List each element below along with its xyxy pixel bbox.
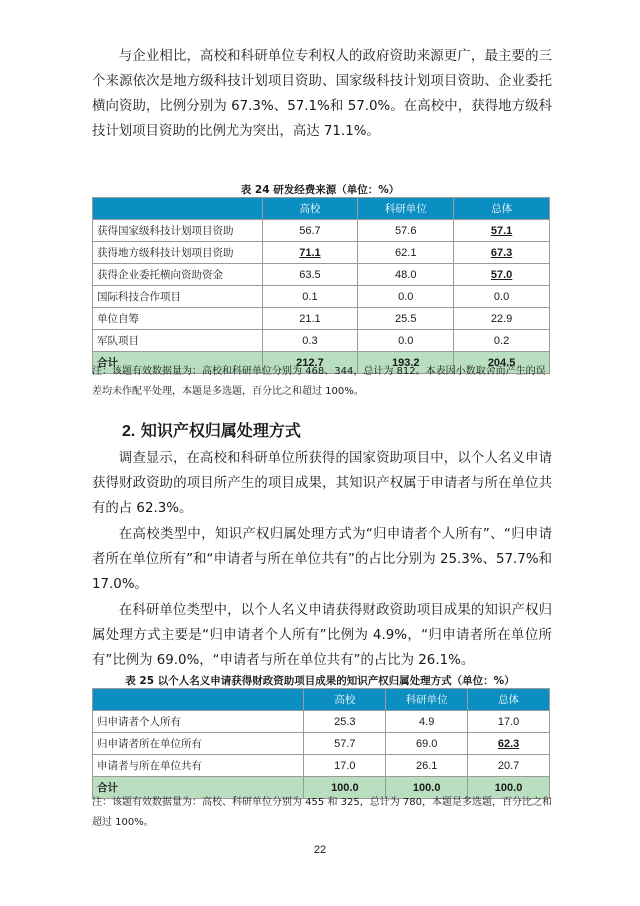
table25-header-institute: 科研单位 [386, 689, 468, 711]
total-university: 212.7 [262, 352, 358, 374]
table25-header-empty [93, 689, 304, 711]
page-number: 22 [313, 844, 327, 856]
row-label: 归申请者个人所有 [93, 711, 304, 733]
table24-header-overall: 总体 [454, 198, 550, 220]
cell-overall: 22.9 [454, 308, 550, 330]
table24 [92, 197, 550, 374]
row-label: 军队项目 [93, 330, 263, 352]
row-label: 国际科技合作项目 [93, 286, 263, 308]
table-row [93, 308, 550, 330]
table-row [93, 220, 550, 242]
paragraph-university-text: 在高校类型中，知识产权归属处理方式为“归申请者个人所有”、“归申请者所在单位所有”和“申请者与所在单位共有”的占比分别为 25.3%、57.7%和 17.0%。 [92, 527, 552, 592]
cell-institute: 0.0 [358, 330, 454, 352]
row-label: 获得企业委托横向资助资金 [93, 264, 263, 286]
paragraph-institute-text: 在科研单位类型中，以个人名义申请获得财政资助项目成果的知识产权归属处理方式主要是“归申请者个人所有”比例为 4.9%，“归申请者所在单位所有”比例为 69.0%，“申请者与所在单位共有”的占比为 26.1%。 [92, 603, 552, 668]
cell-institute: 26.1 [386, 755, 468, 777]
table-row [93, 755, 550, 777]
table25-header-overall: 总体 [468, 689, 550, 711]
section-heading [122, 418, 301, 441]
cell-institute: 0.0 [358, 286, 454, 308]
total-label: 合计 [93, 352, 263, 374]
table24-header-row [93, 198, 550, 220]
table25 [92, 688, 550, 799]
row-label: 获得国家级科技计划项目资助 [93, 220, 263, 242]
intro-paragraph-text: 与企业相比，高校和科研单位专利权人的政府资助来源更广，最主要的三个来源依次是地方级科技计划项目资助、国家级科技计划项目资助、企业委托横向资助，比例分别为 67.3%、57.1%和 57.0%。在高校中，获得地方级科技计划项目资助的比例尤为突出，高达 71.1%。 [92, 49, 552, 139]
table-row [93, 330, 550, 352]
table24-note: 注：该题有效数据量为：高校和科研单位分别为 468、344，总计为 812。本表因小数取舍而产生的误差均未作配平处理，本题是多选题，百分比之和超过 100%。 [92, 366, 546, 397]
row-label: 申请者与所在单位共有 [93, 755, 304, 777]
table25-note: 注：该题有效数据量为：高校、科研单位分别为 455 和 325，总计为 780，本题是多选题，百分比之和超过 100%。 [92, 797, 552, 828]
cell-overall: 0.2 [454, 330, 550, 352]
cell-university: 63.5 [262, 264, 358, 286]
paragraph-university [92, 522, 552, 597]
cell-overall: 20.7 [468, 755, 550, 777]
cell-overall: 57.1 [454, 220, 550, 242]
total-label: 合计 [93, 777, 304, 799]
table-row [93, 733, 550, 755]
total-overall: 100.0 [468, 777, 550, 799]
table-row [93, 264, 550, 286]
cell-overall: 57.0 [454, 264, 550, 286]
cell-institute: 69.0 [386, 733, 468, 755]
table25-header-row [93, 689, 550, 711]
table25-caption: 表 25 以个人名义申请获得财政资助项目成果的知识产权归属处理方式（单位：%） [125, 675, 515, 687]
table24-header-university: 高校 [262, 198, 358, 220]
table-row [93, 711, 550, 733]
table-row [93, 286, 550, 308]
total-overall: 204.5 [454, 352, 550, 374]
cell-university: 17.0 [304, 755, 386, 777]
row-label: 获得地方级科技计划项目资助 [93, 242, 263, 264]
section-title: 知识产权归属处理方式 [140, 421, 301, 440]
cell-university: 25.3 [304, 711, 386, 733]
cell-overall: 0.0 [454, 286, 550, 308]
cell-university: 56.7 [262, 220, 358, 242]
cell-overall: 17.0 [468, 711, 550, 733]
table25-header-university: 高校 [304, 689, 386, 711]
table24-header-empty [93, 198, 263, 220]
cell-institute: 25.5 [358, 308, 454, 330]
table24-header-institute: 科研单位 [358, 198, 454, 220]
paragraph-survey-text: 调查显示，在高校和科研单位所获得的国家资助项目中，以个人名义申请获得财政资助的项目所产生的项目成果，其知识产权属于申请者与所在单位共有的占 62.3%。 [92, 451, 552, 516]
cell-institute: 48.0 [358, 264, 454, 286]
section-number: 2. [122, 423, 136, 440]
table-row [93, 242, 550, 264]
cell-institute: 4.9 [386, 711, 468, 733]
cell-overall: 67.3 [454, 242, 550, 264]
cell-university: 71.1 [262, 242, 358, 264]
cell-overall: 62.3 [468, 733, 550, 755]
total-institute: 193.2 [358, 352, 454, 374]
cell-university: 0.1 [262, 286, 358, 308]
cell-university: 21.1 [262, 308, 358, 330]
total-university: 100.0 [304, 777, 386, 799]
total-institute: 100.0 [386, 777, 468, 799]
table24-caption: 表 24 研发经费来源（单位：%） [240, 184, 400, 196]
paragraph-survey [92, 446, 552, 521]
cell-university: 0.3 [262, 330, 358, 352]
paragraph-institute [92, 598, 552, 673]
cell-university: 57.7 [304, 733, 386, 755]
row-label: 归申请者所在单位所有 [93, 733, 304, 755]
intro-paragraph [92, 44, 552, 144]
cell-institute: 62.1 [358, 242, 454, 264]
cell-institute: 57.6 [358, 220, 454, 242]
row-label: 单位自筹 [93, 308, 263, 330]
